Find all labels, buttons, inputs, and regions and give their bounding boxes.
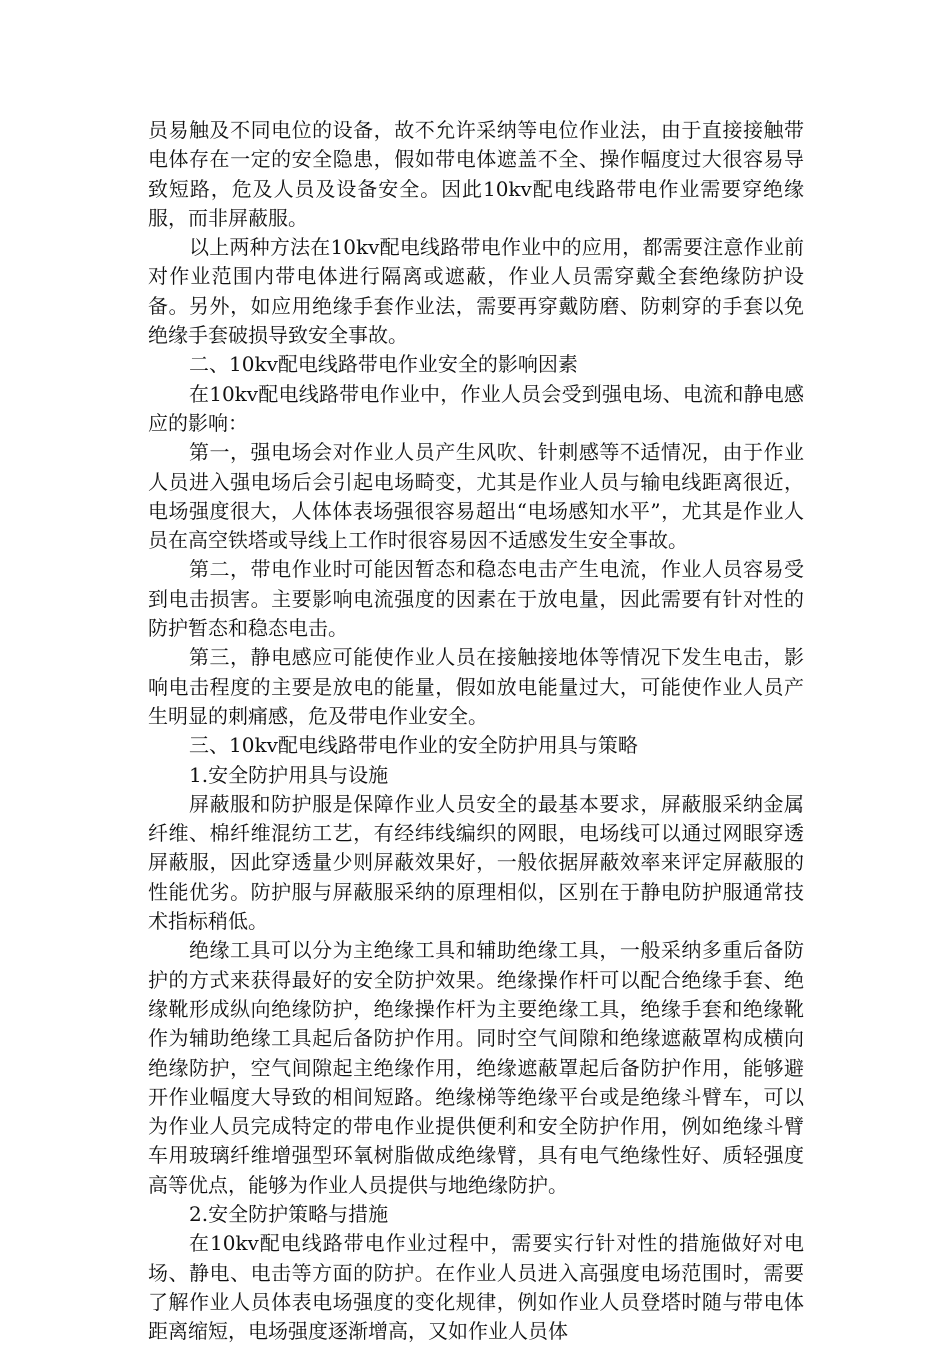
paragraph-insulating-tools: 绝缘工具可以分为主绝缘工具和辅助绝缘工具，一般采纳多重后备防护的方式来获得最好的安全防护效果。绝缘操作杆可以配合绝缘手套、绝缘靴形成纵向绝缘防护，绝缘操作杆为主要绝缘工具，绝缘手套和绝缘靴作为辅助绝缘工具起后备防护作用。同时空气间隙和绝缘遮蔽罩构成横向绝缘防护，空气间隙起主绝缘作用，绝缘遮蔽罩起后备防护作用，能够避开作业幅度大导致的相间短路。绝缘梯等绝缘平台或是绝缘斗臂车，可以为作业人员完成特定的带电作业提供便利和安全防护作用，例如绝缘斗臂车用玻璃纤维增强型环氧树脂做成绝缘臂，具有电气绝缘性好、质轻强度高等优点，能够为作业人员提供与地绝缘防护。	[148, 938, 804, 1197]
document-body	[148, 116, 804, 1346]
subsection-heading-1: 1.安全防护用具与设施	[189, 762, 389, 787]
subsection-heading-2: 2.安全防护策略与措施	[189, 1201, 389, 1226]
paragraph-continuation: 员易触及不同电位的设备，故不允许采纳等电位作业法，由于直接接触带电体存在一定的安全隐患，假如带电体遮盖不全、操作幅度过大很容易导致短路，危及人员及设备安全。因此10kv配电线路带电作业需要穿绝缘服，而非屏蔽服。	[148, 118, 804, 230]
paragraph-third-factor: 第三，静电感应可能使作业人员在接触接地体等情况下发生电击，影响电击程度的主要是放电的能量，假如放电能量过大，可能使作业人员产生明显的刺痛感，危及带电作业安全。	[148, 645, 804, 728]
section-heading-2: 二、10kv配电线路带电作业安全的影响因素	[189, 352, 578, 377]
paragraph-methods-summary: 以上两种方法在10kv配电线路带电作业中的应用，都需要注意作业前对作业范围内带电体进行隔离或遮蔽，作业人员需穿戴全套绝缘防护设备。另外，如应用绝缘手套作业法，需要再穿戴防磨、防刺穿的手套以免绝缘手套破损导致安全事故。	[148, 235, 804, 348]
paragraph-first-factor: 第一，强电场会对作业人员产生风吹、针刺感等不适情况，由于作业人员进入强电场后会引起电场畸变，尤其是作业人员与输电线距离很近，电场强度很大，人体体表场强很容易超出“电场感知水平”，尤其是作业人员在高空铁塔或导线上工作时很容易因不适感发生安全事故。	[148, 440, 804, 553]
paragraph-second-factor: 第二，带电作业时可能因暂态和稳态电击产生电流，作业人员容易受到电击损害。主要影响电流强度的因素在于放电量，因此需要有针对性的防护暂态和稳态电击。	[148, 557, 804, 641]
paragraph-shielding-suits: 屏蔽服和防护服是保障作业人员安全的最基本要求，屏蔽服采纳金属纤维、棉纤维混纺工艺，有经纬线编织的网眼，电场线可以通过网眼穿透屏蔽服，因此穿透量少则屏蔽效果好，一般依据屏蔽效率来评定屏蔽服的性能优劣。防护服与屏蔽服采纳的原理相似，区别在于静电防护服通常技术指标稍低。	[148, 791, 804, 934]
paragraph-protection-strategy: 在10kv配电线路带电作业过程中，需要实行针对性的措施做好对电场、静电、电击等方面的防护。在作业人员进入高强度电场范围时，需要了解作业人员体表电场强度的变化规律，例如作业人员登塔时随与带电体距离缩短，电场强度逐渐增高，又如作业人员体	[148, 1231, 804, 1344]
paragraph-influences-intro: 在10kv配电线路带电作业中，作业人员会受到强电场、电流和静电感应的影响：	[148, 381, 804, 435]
section-heading-3: 三、10kv配电线路带电作业的安全防护用具与策略	[189, 733, 638, 758]
